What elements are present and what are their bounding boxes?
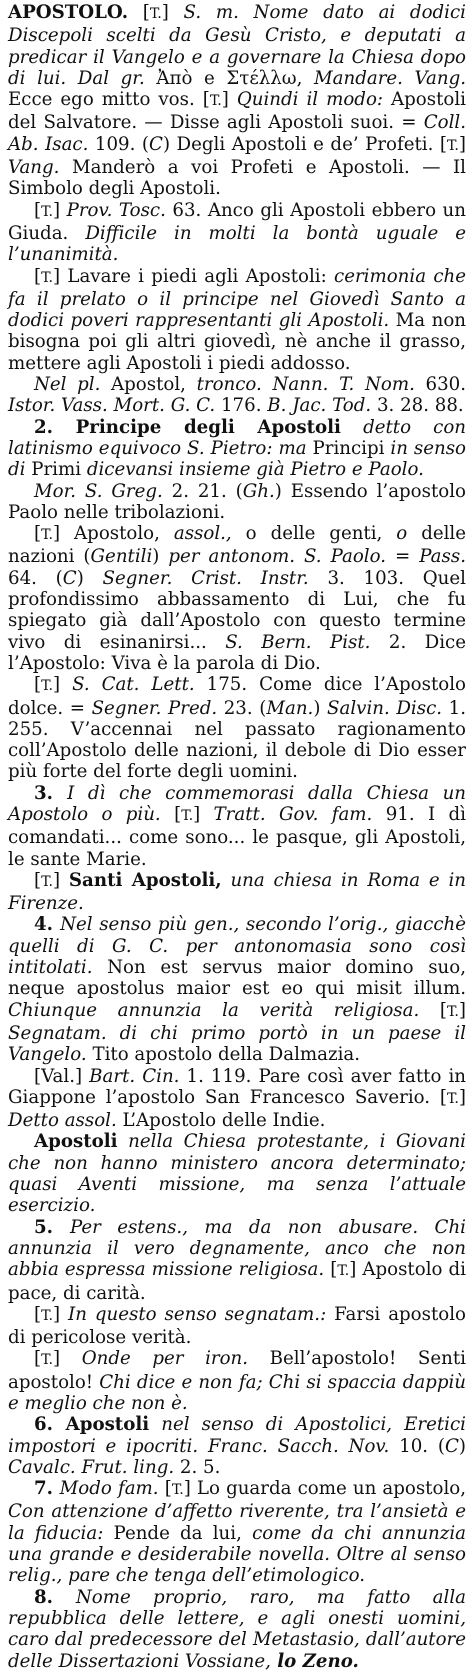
text-run: come da chi annunzia una grande e desiderabile novella. Oltre al senso relig., pare che tenga dell’etimologico. xyxy=(8,1522,466,1587)
text-run: Non est servus maior domino suo, neque apostolus maior est eo qui misit illum. xyxy=(8,957,466,1000)
entry-paragraph xyxy=(8,1478,466,1586)
text-run: ] xyxy=(161,2,184,23)
text-run: T. xyxy=(337,1263,350,1280)
text-run: Nel pl. xyxy=(34,374,101,396)
text-run: 630. xyxy=(414,374,466,396)
text-run: ) xyxy=(152,546,169,568)
text-run: ] Lo guarda come un apostolo, xyxy=(183,1478,466,1500)
entry-paragraph xyxy=(8,1066,466,1132)
text-run: [ xyxy=(34,869,42,891)
headword: APOSTOLO. xyxy=(8,2,129,23)
text-run: ] xyxy=(53,1348,82,1370)
text-run: Pass. xyxy=(419,546,466,568)
text-run: ] xyxy=(458,999,466,1021)
text-run: detto con latinismo equivoco S. Pietro: ma xyxy=(8,416,466,459)
entry-paragraph xyxy=(8,1217,466,1304)
text-run: ] xyxy=(53,674,73,696)
text-run: 7. xyxy=(34,1478,60,1500)
text-run: Coll. Ab. Isac. xyxy=(8,112,466,155)
text-run: C xyxy=(62,567,77,589)
text-run: Gentili xyxy=(90,546,153,568)
text-run: 63. Anco gli Apostoli ebbero un Giuda. xyxy=(8,199,466,244)
text-run: delle nazioni ( xyxy=(8,523,467,568)
text-run: Segnatam. di chi primo portò in un paese il Vangelo. xyxy=(8,1022,466,1066)
text-run: assol., xyxy=(173,523,232,545)
text-run: Santi Apostoli, xyxy=(68,869,222,891)
text-run: Apostol, xyxy=(100,374,197,396)
text-run: T. xyxy=(41,678,53,695)
text-run: T. xyxy=(41,203,53,220)
text-run: ] xyxy=(221,89,237,111)
text-run: B. Jac. Tod. xyxy=(267,395,372,417)
text-run: 10. ( xyxy=(389,1435,445,1457)
text-run: Con attenzione d’affetto riverente, tra l’ansietà e la fiducia: xyxy=(8,1501,466,1544)
text-run: 3. xyxy=(34,782,68,804)
text-run: T. xyxy=(447,1090,459,1107)
text-run: 3. 103. Quel profondissimo abbassamento di Lui, che fu spiegato già dall’Apostolo con questo termine vivo di esinanirsi... xyxy=(8,567,466,653)
text-run: 1. 119. Pare così aver fatto in Giappone l’apostolo San Francesco Saverio. [ xyxy=(8,1065,466,1108)
text-run: 4. xyxy=(34,914,61,936)
text-run: ) xyxy=(76,567,103,589)
text-run: 8. xyxy=(34,1586,76,1608)
text-run: 109. ( xyxy=(88,133,150,155)
text-run: [ xyxy=(128,2,150,23)
text-run: ) xyxy=(313,697,328,719)
text-run: tronco. Nann. T. Nom. xyxy=(196,374,415,396)
text-run: T. xyxy=(149,6,162,22)
text-run: Bell’apostolo! Senti apostolo! xyxy=(8,1348,466,1393)
text-run: [ xyxy=(34,1303,42,1325)
text-run: [ xyxy=(324,1259,338,1281)
text-run: lo Zeno. xyxy=(270,1650,359,1672)
text-run: Istor. Vass. Mort. G. C. xyxy=(8,395,216,417)
text-run: Apostoli xyxy=(34,1131,118,1153)
text-run: [ xyxy=(160,803,182,825)
entry-paragraph xyxy=(8,783,466,870)
text-run: ] Apostolo, xyxy=(53,523,174,545)
text-run: ] xyxy=(193,803,214,825)
dictionary-entry xyxy=(8,2,466,1672)
text-run: S. m. Nome dato ai dodici Discepoli scelti da Gesù Cristo, e deputati a predicar il Vangelo e a governare la Chiesa dopo di lui. Dal gr. xyxy=(8,2,466,89)
text-run: o xyxy=(396,523,408,545)
text-run: [ xyxy=(34,265,42,287)
text-run: o delle genti, xyxy=(231,523,397,545)
text-run: Per estens., ma da non abusare. Chi annunzia il vero degnamente, anco che non abbia espressa missione religiosa. xyxy=(8,1216,466,1281)
text-run: ] xyxy=(458,1086,466,1108)
text-run: [ xyxy=(158,1478,172,1500)
text-run: L’Apostolo delle Indie. xyxy=(116,1110,326,1132)
text-run: nel senso di Apostolici, Eretici impostori e ipocriti. Franc. Sacch. Nov. xyxy=(8,1414,466,1457)
text-run: Ecce ego mitto vos. [ xyxy=(8,89,210,111)
text-run: Nel senso più gen., secondo l’orig., giacchè quelli di G. C. per antonomasia sono così intitolati. xyxy=(8,914,466,979)
text-run: 2. Dice l’Apostolo: Viva è la parola di Dio. xyxy=(8,631,467,674)
text-run: 3. 28. 88. xyxy=(371,395,464,417)
text-run: Segner. Crist. Instr. xyxy=(102,567,309,589)
entry-paragraph xyxy=(8,2,466,200)
text-run: Vang. xyxy=(8,157,60,179)
entry-paragraph xyxy=(8,674,466,782)
text-run: T. xyxy=(447,137,459,154)
text-run: Mandare. Vang. xyxy=(314,67,466,89)
text-run: Salvin. Disc. xyxy=(327,697,443,719)
entry-paragraph xyxy=(8,1304,466,1349)
text-run: In questo senso segnatam.: xyxy=(68,1303,327,1325)
text-run: cerimonia che fa il prelato o il principe nel Giovedì Santo a dodici poveri rappresentanti gli Apostoli. xyxy=(8,265,466,332)
text-run: T. xyxy=(41,1307,53,1324)
text-run: Mor. S. Greg. xyxy=(34,480,163,502)
text-run: Ἀπὸ e Στέλλω, xyxy=(144,67,315,89)
text-run: ] xyxy=(458,133,467,155)
text-run: T. xyxy=(41,1352,53,1369)
text-run: T. xyxy=(41,269,53,286)
text-run: 2. Principe degli Apostoli xyxy=(34,416,341,438)
text-run: Chi dice e non fa; Chi si spaccia dappiù e meglio che non è. xyxy=(8,1371,466,1414)
text-run: Difficile in molti la bontà uguale e l’unanimità. xyxy=(8,222,467,266)
text-run: 1. 255. V’accennai nel passato ragionamento coll’Apostolo delle nazioni, il debole di Dio esser più forte del forte degli uomini. xyxy=(8,697,467,783)
text-run: Apostoli del Salvatore. — Disse agli Apostoli suoi. = xyxy=(8,89,466,134)
text-run: = xyxy=(386,546,420,568)
text-run: C xyxy=(444,1435,459,1457)
text-run: Modo fam. xyxy=(59,1478,159,1500)
entry-paragraph xyxy=(8,523,466,674)
entry-paragraph xyxy=(8,374,466,417)
text-run: 6. Apostoli xyxy=(34,1414,150,1436)
text-run: una chiesa in Roma e in Firenze. xyxy=(8,869,466,915)
text-run: Prov. Tosc. xyxy=(66,199,166,221)
text-run: ] Apostolo di pace, di carità. xyxy=(8,1259,466,1304)
entry-paragraph xyxy=(8,200,466,266)
text-run: I dì che commemorasi dalla Chiesa un Apostolo o più. xyxy=(8,782,466,825)
text-run: Nome proprio, raro, ma fatto alla repubblica delle lettere, e agli onesti uomini, caro dal predecessore del Metastasio, dall’autore delle Dissertazioni Vossiane, xyxy=(8,1586,466,1672)
entry-paragraph xyxy=(8,1131,466,1216)
text-run: Tito apostolo della Dalmazia. xyxy=(86,1044,361,1066)
text-run: ) Degli Apostoli e de’ Profeti. [ xyxy=(162,133,448,155)
text-run: Principi xyxy=(306,437,391,459)
text-run: ) Essendo l’apostolo Paolo nelle tribolazioni. xyxy=(8,480,466,523)
text-run: ] xyxy=(53,199,67,221)
text-run: in senso di xyxy=(8,437,466,481)
entry-paragraph xyxy=(8,481,466,524)
text-run: [Val.] xyxy=(34,1065,90,1087)
entry-paragraph xyxy=(8,1414,466,1478)
entry-paragraph xyxy=(8,870,466,915)
entry-paragraph xyxy=(8,1348,466,1414)
text-run: [ xyxy=(419,999,447,1021)
text-run: Tratt. Gov. fam. xyxy=(213,803,373,825)
entry-paragraph xyxy=(8,914,466,1065)
text-run: 23. ( xyxy=(217,697,267,719)
text-run: S. Cat. Lett. xyxy=(72,674,195,696)
entry-paragraph xyxy=(8,417,466,481)
text-run: ) xyxy=(458,1435,466,1457)
text-run: T. xyxy=(447,1003,459,1020)
text-run: 5. xyxy=(34,1216,70,1238)
text-run: [ xyxy=(34,523,42,545)
text-run: ] xyxy=(53,869,69,891)
text-run: Chiunque annunzia la verità religiosa. xyxy=(8,999,420,1021)
text-run: Onde per iron. xyxy=(81,1348,249,1370)
text-run: 2. 21. ( xyxy=(162,480,243,502)
text-run: [ xyxy=(34,199,42,221)
text-run: T. xyxy=(209,93,222,110)
text-run: Gh. xyxy=(242,480,275,502)
text-run: Detto assol. xyxy=(8,1110,117,1132)
text-run: T. xyxy=(181,807,194,824)
text-run: Manderò a voi Profeti e Apostoli. — Il Simbolo degli Apostoli. xyxy=(8,157,466,200)
text-run: per antonom. S. Paolo. xyxy=(168,546,387,568)
text-run: 2. 5. xyxy=(174,1456,221,1478)
text-run: T. xyxy=(41,527,53,544)
text-run: [ xyxy=(34,1348,42,1370)
text-run: S. Bern. Pist. xyxy=(225,631,371,653)
text-run: ] Lavare i piedi agli Apostoli: xyxy=(53,265,335,287)
text-run: Pende da lui, xyxy=(103,1522,253,1544)
text-run: Cavalc. Frut. ling. xyxy=(8,1456,175,1478)
text-run: Quindi il modo: xyxy=(236,89,384,111)
text-run: Ma non bisogna poi gli altri giovedì, nè anche il grasso, mettere agli Apostoli i piedi addosso. xyxy=(8,310,466,374)
text-run: Primi xyxy=(25,459,87,481)
text-run: 176. xyxy=(215,395,268,417)
text-run: T. xyxy=(171,1482,184,1499)
entry-paragraph xyxy=(8,266,466,374)
text-run: T. xyxy=(41,873,53,890)
text-run: 64. ( xyxy=(8,567,63,589)
text-run: 91. I dì comandati... come sono... le pasque, gli Apostoli, le sante Marie. xyxy=(8,803,466,870)
text-run: Farsi apostolo di pericolose verità. xyxy=(8,1303,466,1349)
text-run: ] xyxy=(53,1303,69,1325)
entry-paragraph xyxy=(8,1587,466,1672)
text-run: Segner. Pred. xyxy=(91,697,218,719)
text-run: [ xyxy=(34,674,42,696)
text-run: C xyxy=(149,133,163,155)
text-run: 175. Come dice l’Apostolo dolce. = xyxy=(8,674,466,719)
text-run: nella Chiesa protestante, i Giovani che non hanno ministero ancora determinato; quasi Aventi missione, ma senza l’attuale esercizio. xyxy=(8,1131,466,1217)
text-run: Man. xyxy=(266,697,314,719)
text-run: Bart. Cin. xyxy=(89,1065,180,1087)
text-run: dicevansi insieme già Pietro e Paolo. xyxy=(86,459,424,481)
